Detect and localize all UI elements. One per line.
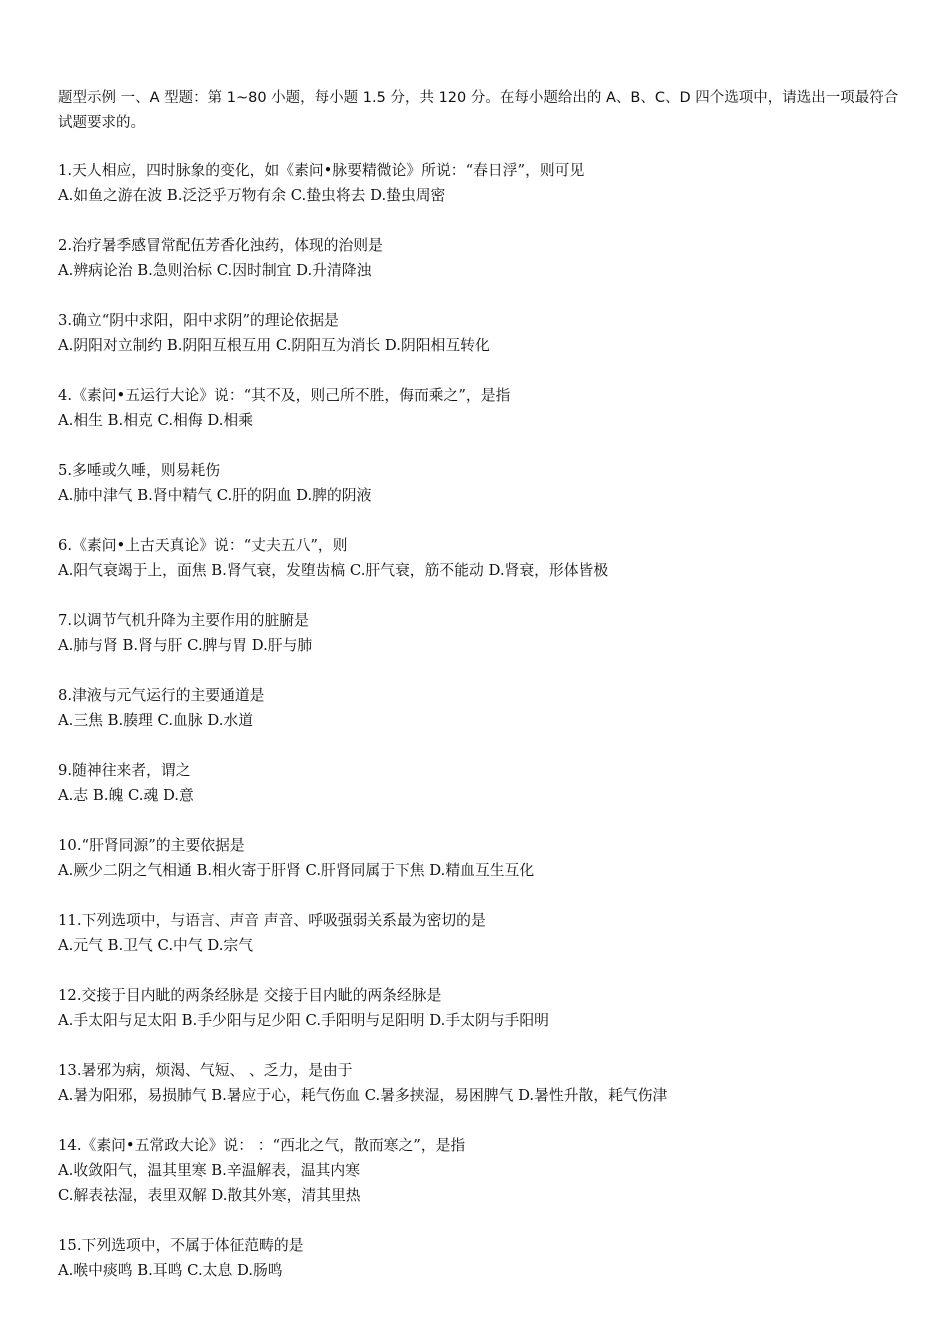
question-options: A.收敛阳气，温其里寒 B.辛温解表，温其内寒 <box>58 1162 361 1179</box>
question-stem: 4.《素问•五运行大论》说：“其不及，则己所不胜，侮而乘之”，是指 <box>58 387 511 404</box>
question-stem: 1.天人相应，四时脉象的变化，如《素问•脉要精微论》所说：“春日浮”，则可见 <box>58 162 585 179</box>
section-intro: 题型示例 一、A 型题：第 1~80 小题，每小题 1.5 分，共 120 分。在每小题给出的 A、B、C、D 四个选项中，请选出一项最符合试题要求的。 <box>58 90 899 131</box>
question-item <box>58 1058 900 1108</box>
question-stem: 7.以调节气机升降为主要作用的脏腑是 <box>58 612 309 629</box>
question-item <box>58 608 900 658</box>
question-stem: 3.确立“阴中求阳，阳中求阴”的理论依据是 <box>58 312 339 329</box>
question-item <box>58 683 900 733</box>
question-stem: 8.津液与元气运行的主要通道是 <box>58 687 265 704</box>
question-options: A.肺与肾 B.肾与肝 C.脾与胃 D.肝与肺 <box>58 637 313 654</box>
question-options: A.厥少二阴之气相通 B.相火寄于肝肾 C.肝肾同属于下焦 D.精血互生互化 <box>58 862 535 879</box>
question-options: A.相生 B.相克 C.相侮 D.相乘 <box>58 412 253 429</box>
question-list <box>58 158 900 1283</box>
question-item <box>58 908 900 958</box>
question-options: A.如鱼之游在波 B.泛泛乎万物有余 C.蛰虫将去 D.蛰虫周密 <box>58 187 446 204</box>
question-item <box>58 158 900 208</box>
question-stem: 5.多唾或久唾，则易耗伤 <box>58 462 221 479</box>
question-options: A.暑为阳邪，易损肺气 B.暑应于心，耗气伤血 C.暑多挟湿，易困脾气 D.暑性升散，耗气伤津 <box>58 1087 668 1104</box>
question-stem: 14.《素问•五常政大论》说： ：“西北之气，散而寒之”，是指 <box>58 1137 466 1154</box>
question-item <box>58 983 900 1033</box>
question-item <box>58 383 900 433</box>
question-item <box>58 308 900 358</box>
question-options: A.喉中痰鸣 B.耳鸣 C.太息 D.肠鸣 <box>58 1262 283 1279</box>
question-stem: 9.随神往来者，谓之 <box>58 762 191 779</box>
question-item <box>58 1233 900 1283</box>
question-item <box>58 533 900 583</box>
question-item <box>58 833 900 883</box>
question-item <box>58 458 900 508</box>
question-stem: 11.下列选项中，与语言、声音 声音、呼吸强弱关系最为密切的是 <box>58 912 486 929</box>
question-stem: 13.暑邪为病，烦渴、气短、 、乏力，是由于 <box>58 1062 353 1079</box>
question-options: A.三焦 B.腠理 C.血脉 D.水道 <box>58 712 253 729</box>
question-stem: 6.《素问•上古天真论》说：“丈夫五八”，则 <box>58 537 348 554</box>
question-stem: 10.“肝肾同源”的主要依据是 <box>58 837 245 854</box>
question-stem: 15.下列选项中，不属于体征范畴的是 <box>58 1237 304 1254</box>
question-options: A.阳气衰竭于上，面焦 B.肾气衰，发堕齿槁 C.肝气衰，筋不能动 D.肾衰，形体皆极 <box>58 562 609 579</box>
question-item <box>58 1133 900 1208</box>
question-options: A.辨病论治 B.急则治标 C.因时制宜 D.升清降浊 <box>58 262 372 279</box>
question-options: A.阴阳对立制约 B.阴阳互根互用 C.阴阳互为消长 D.阴阳相互转化 <box>58 337 490 354</box>
question-options: C.解表祛湿，表里双解 D.散其外寒，清其里热 <box>58 1187 361 1204</box>
question-item <box>58 233 900 283</box>
question-stem: 12.交接于目内眦的两条经脉是 交接于目内眦的两条经脉是 <box>58 987 442 1004</box>
question-options: A.元气 B.卫气 C.中气 D.宗气 <box>58 937 253 954</box>
question-item <box>58 758 900 808</box>
document-page <box>58 86 900 1308</box>
question-options: A.手太阳与足太阳 B.手少阳与足少阳 C.手阳明与足阳明 D.手太阴与手阳明 <box>58 1012 549 1029</box>
question-options: A.肺中津气 B.肾中精气 C.肝的阴血 D.脾的阴液 <box>58 487 372 504</box>
question-options: A.志 B.魄 C.魂 D.意 <box>58 787 194 804</box>
question-stem: 2.治疗暑季感冒常配伍芳香化浊药，体现的治则是 <box>58 237 383 254</box>
